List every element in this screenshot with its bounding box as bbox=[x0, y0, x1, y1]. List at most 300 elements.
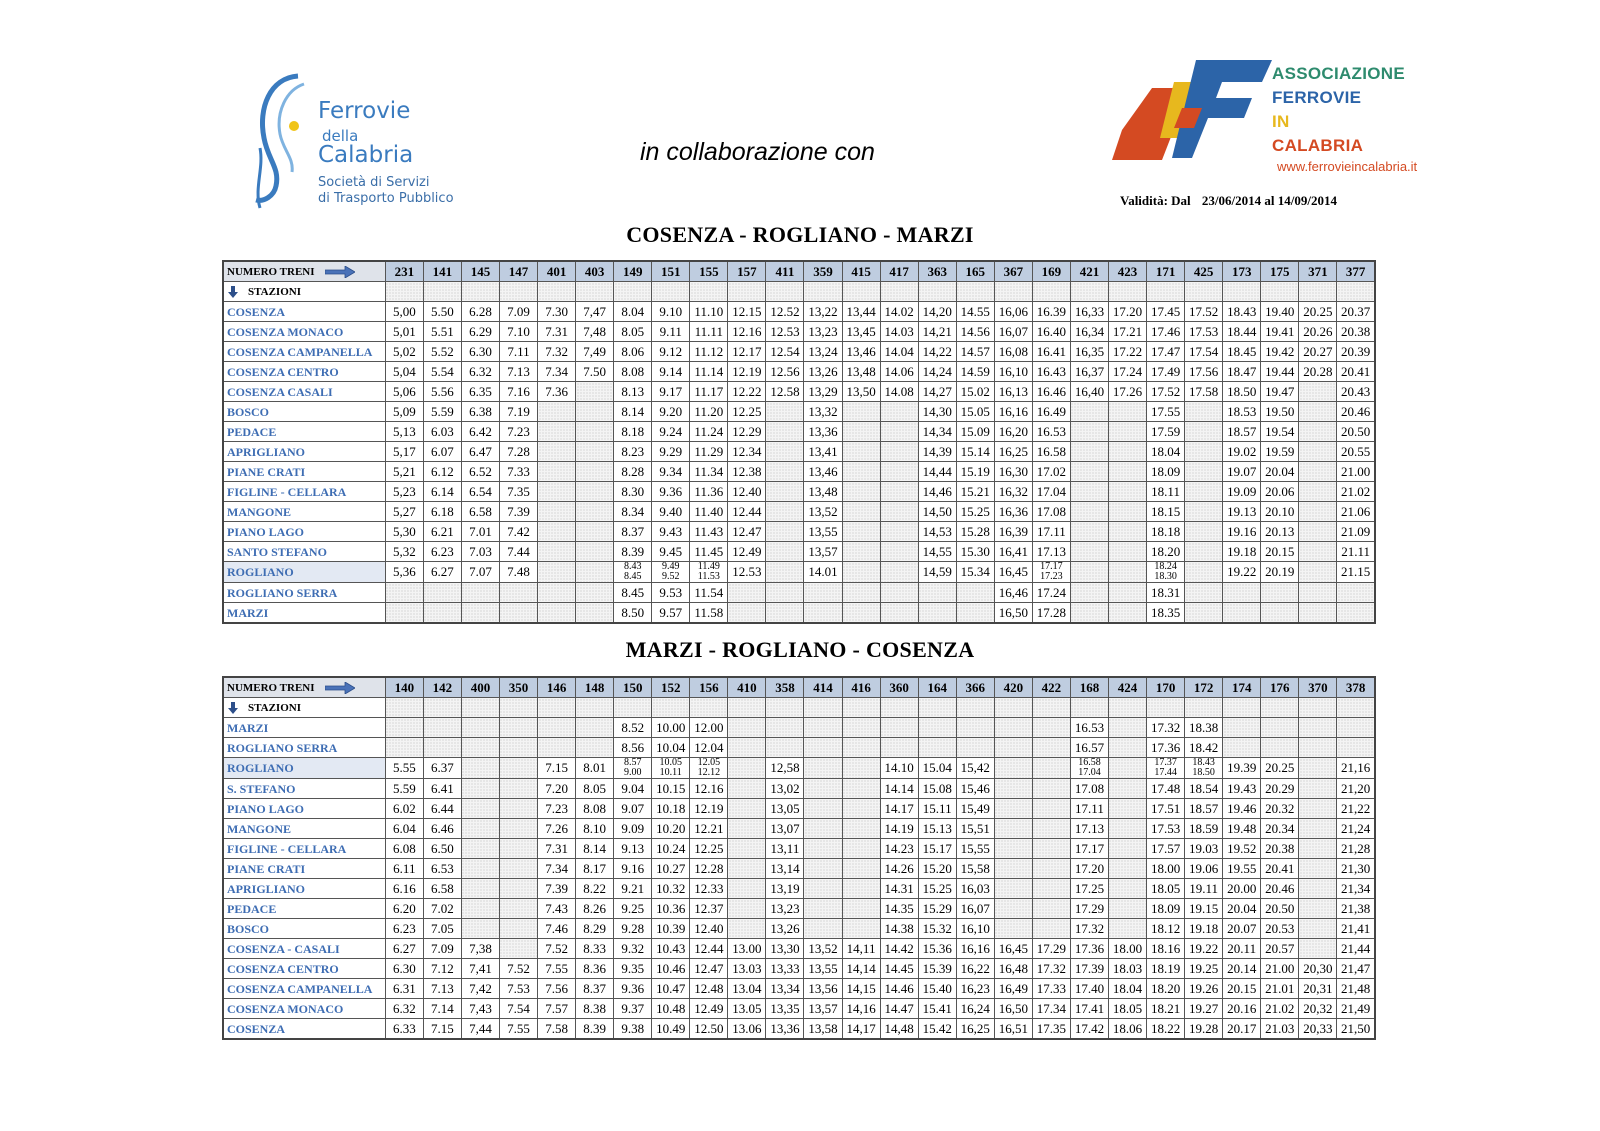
station-row bbox=[223, 1019, 1375, 1040]
time-cell: 11.34 bbox=[690, 462, 728, 482]
time-cell: 8.37 bbox=[576, 979, 614, 999]
empty-cell bbox=[1261, 698, 1299, 718]
train-number: 145 bbox=[461, 261, 499, 282]
down-arrow-icon bbox=[228, 286, 238, 298]
train-number: 168 bbox=[1070, 677, 1108, 698]
time-cell: 18.31 bbox=[1147, 583, 1185, 603]
time-cell: 16.53 bbox=[1032, 422, 1070, 442]
time-cell: 12.50 bbox=[690, 1019, 728, 1040]
train-number: 360 bbox=[880, 677, 918, 698]
time-cell: 7.23 bbox=[499, 422, 537, 442]
empty-cell bbox=[1185, 522, 1223, 542]
empty-cell bbox=[1185, 402, 1223, 422]
time-cell: 17.22 bbox=[1108, 342, 1146, 362]
time-cell: 13,36 bbox=[766, 1019, 804, 1040]
train-number: 231 bbox=[385, 261, 423, 282]
empty-cell bbox=[461, 758, 499, 779]
time-cell: 17.40 bbox=[1070, 979, 1108, 999]
empty-cell bbox=[1108, 422, 1146, 442]
fdc-logo bbox=[250, 68, 470, 218]
time-cell: 17.24 bbox=[1108, 362, 1146, 382]
time-cell: 6.44 bbox=[423, 799, 461, 819]
empty-cell bbox=[842, 583, 880, 603]
empty-cell bbox=[1070, 522, 1108, 542]
empty-cell bbox=[1108, 603, 1146, 624]
empty-cell bbox=[1070, 502, 1108, 522]
empty-cell bbox=[1108, 542, 1146, 562]
train-number: 164 bbox=[918, 677, 956, 698]
time-cell: 9.17 bbox=[652, 382, 690, 402]
time-cell: 18.44 bbox=[1223, 322, 1261, 342]
time-cell: 7.14 bbox=[423, 999, 461, 1019]
empty-cell bbox=[690, 282, 728, 302]
time-cell: 19.40 bbox=[1261, 302, 1299, 322]
time-cell: 15.30 bbox=[956, 542, 994, 562]
time-cell: 18.24 18.30 bbox=[1147, 562, 1185, 583]
fdc-logo-line4: Società di Servizi bbox=[318, 175, 430, 190]
stazioni-label: STAZIONI bbox=[248, 285, 301, 298]
time-cell: 6.30 bbox=[385, 959, 423, 979]
empty-cell bbox=[1223, 583, 1261, 603]
time-cell: 9.10 bbox=[652, 302, 690, 322]
time-cell: 16,25 bbox=[994, 442, 1032, 462]
station-name: ROGLIANO SERRA bbox=[223, 583, 385, 603]
time-cell: 5,17 bbox=[385, 442, 423, 462]
time-cell: 20.53 bbox=[1261, 919, 1299, 939]
time-cell: 10.24 bbox=[652, 839, 690, 859]
empty-cell bbox=[1299, 779, 1337, 799]
empty-cell bbox=[1299, 382, 1337, 402]
afc-logo bbox=[1112, 60, 1452, 180]
train-number: 156 bbox=[690, 677, 728, 698]
time-cell: 15.40 bbox=[918, 979, 956, 999]
time-cell: 18.19 bbox=[1147, 959, 1185, 979]
station-name: ROGLIANO bbox=[223, 758, 385, 779]
time-cell: 7.35 bbox=[499, 482, 537, 502]
train-number: 140 bbox=[385, 677, 423, 698]
time-cell: 13,48 bbox=[804, 482, 842, 502]
station-row bbox=[223, 322, 1375, 342]
time-cell: 9.24 bbox=[652, 422, 690, 442]
time-cell: 7.09 bbox=[499, 302, 537, 322]
empty-cell bbox=[766, 482, 804, 502]
station-row bbox=[223, 899, 1375, 919]
station-row bbox=[223, 603, 1375, 624]
time-cell: 16.40 bbox=[1032, 322, 1070, 342]
time-cell: 20.19 bbox=[1261, 562, 1299, 583]
empty-cell bbox=[880, 482, 918, 502]
time-cell: 10.05 10.11 bbox=[652, 758, 690, 779]
empty-cell bbox=[766, 603, 804, 624]
train-number: 367 bbox=[994, 261, 1032, 282]
time-cell: 18.57 bbox=[1223, 422, 1261, 442]
empty-cell bbox=[1299, 738, 1337, 758]
time-cell: 14,46 bbox=[918, 482, 956, 502]
time-cell: 7.52 bbox=[499, 959, 537, 979]
time-cell: 7.15 bbox=[538, 758, 576, 779]
time-cell: 15.20 bbox=[918, 859, 956, 879]
time-cell: 20.41 bbox=[1337, 362, 1375, 382]
station-name: MANGONE bbox=[223, 502, 385, 522]
time-cell: 9.21 bbox=[614, 879, 652, 899]
train-number: 410 bbox=[728, 677, 766, 698]
empty-cell bbox=[423, 698, 461, 718]
time-cell: 12.05 12.12 bbox=[690, 758, 728, 779]
time-cell: 9.38 bbox=[614, 1019, 652, 1040]
time-cell: 15,42 bbox=[956, 758, 994, 779]
time-cell: 10.27 bbox=[652, 859, 690, 879]
time-cell: 18.43 bbox=[1223, 302, 1261, 322]
time-cell: 11.49 11.53 bbox=[690, 562, 728, 583]
time-cell: 7.56 bbox=[538, 979, 576, 999]
station-row bbox=[223, 342, 1375, 362]
train-number: 414 bbox=[804, 677, 842, 698]
time-cell: 11.43 bbox=[690, 522, 728, 542]
time-cell: 7,49 bbox=[576, 342, 614, 362]
time-cell: 14,53 bbox=[918, 522, 956, 542]
empty-cell bbox=[766, 282, 804, 302]
empty-cell bbox=[385, 698, 423, 718]
time-cell: 18.05 bbox=[1147, 879, 1185, 899]
time-cell: 6.21 bbox=[423, 522, 461, 542]
time-cell: 7.20 bbox=[538, 779, 576, 799]
time-cell: 5,02 bbox=[385, 342, 423, 362]
empty-cell bbox=[499, 899, 537, 919]
empty-cell bbox=[1032, 859, 1070, 879]
time-cell: 16,36 bbox=[994, 502, 1032, 522]
empty-cell bbox=[994, 738, 1032, 758]
time-cell: 20.07 bbox=[1223, 919, 1261, 939]
time-cell: 19.18 bbox=[1223, 542, 1261, 562]
empty-cell bbox=[728, 839, 766, 859]
time-cell: 14.10 bbox=[880, 758, 918, 779]
time-cell: 15.42 bbox=[918, 1019, 956, 1040]
empty-cell bbox=[1032, 899, 1070, 919]
time-cell: 20,32 bbox=[1299, 999, 1337, 1019]
time-cell: 16,24 bbox=[956, 999, 994, 1019]
empty-cell bbox=[499, 758, 537, 779]
empty-cell bbox=[1261, 738, 1299, 758]
time-cell: 18.18 bbox=[1147, 522, 1185, 542]
empty-cell bbox=[728, 758, 766, 779]
time-cell: 13,46 bbox=[804, 462, 842, 482]
time-cell: 13,57 bbox=[804, 542, 842, 562]
time-cell: 20,30 bbox=[1299, 959, 1337, 979]
empty-cell bbox=[728, 779, 766, 799]
time-cell: 20.41 bbox=[1261, 859, 1299, 879]
empty-cell bbox=[1223, 698, 1261, 718]
empty-cell bbox=[576, 718, 614, 738]
empty-cell bbox=[538, 402, 576, 422]
time-cell: 9.04 bbox=[614, 779, 652, 799]
time-cell: 19.52 bbox=[1223, 839, 1261, 859]
fdc-logo-line2: della bbox=[322, 127, 359, 145]
time-cell: 16,30 bbox=[994, 462, 1032, 482]
empty-cell bbox=[1299, 442, 1337, 462]
empty-cell bbox=[1032, 779, 1070, 799]
station-name: APRIGLIANO bbox=[223, 442, 385, 462]
time-cell: 12.47 bbox=[728, 522, 766, 542]
empty-cell bbox=[880, 402, 918, 422]
empty-cell bbox=[1032, 282, 1070, 302]
time-cell: 16,20 bbox=[994, 422, 1032, 442]
empty-cell bbox=[1223, 718, 1261, 738]
station-row bbox=[223, 583, 1375, 603]
time-cell: 19.25 bbox=[1185, 959, 1223, 979]
time-cell: 13,23 bbox=[766, 899, 804, 919]
train-number: 422 bbox=[1032, 677, 1070, 698]
empty-cell bbox=[461, 899, 499, 919]
time-cell: 7.09 bbox=[423, 939, 461, 959]
time-cell: 14,20 bbox=[918, 302, 956, 322]
empty-cell bbox=[1299, 402, 1337, 422]
station-name: PEDACE bbox=[223, 899, 385, 919]
time-cell: 6.32 bbox=[461, 362, 499, 382]
time-cell: 6.23 bbox=[423, 542, 461, 562]
empty-cell bbox=[1032, 718, 1070, 738]
empty-cell bbox=[804, 839, 842, 859]
empty-cell bbox=[804, 738, 842, 758]
time-cell: 9.37 bbox=[614, 999, 652, 1019]
time-cell: 21,49 bbox=[1337, 999, 1375, 1019]
time-cell: 16.57 bbox=[1070, 738, 1108, 758]
empty-cell bbox=[842, 899, 880, 919]
time-cell: 7.16 bbox=[499, 382, 537, 402]
time-cell: 14.55 bbox=[956, 302, 994, 322]
time-cell: 6.04 bbox=[385, 819, 423, 839]
time-cell: 19.15 bbox=[1185, 899, 1223, 919]
time-cell: 10.20 bbox=[652, 819, 690, 839]
time-cell: 19.26 bbox=[1185, 979, 1223, 999]
train-number: 363 bbox=[918, 261, 956, 282]
time-cell: 17.17 17.23 bbox=[1032, 562, 1070, 583]
empty-cell bbox=[804, 799, 842, 819]
time-cell: 16,22 bbox=[956, 959, 994, 979]
empty-cell bbox=[956, 282, 994, 302]
time-cell: 17.11 bbox=[1070, 799, 1108, 819]
empty-cell bbox=[614, 282, 652, 302]
train-number: 370 bbox=[1299, 677, 1337, 698]
empty-cell bbox=[1299, 819, 1337, 839]
time-cell: 12.48 bbox=[690, 979, 728, 999]
empty-cell bbox=[918, 738, 956, 758]
empty-cell bbox=[880, 462, 918, 482]
time-cell: 15.04 bbox=[918, 758, 956, 779]
empty-cell bbox=[728, 718, 766, 738]
time-cell: 10.36 bbox=[652, 899, 690, 919]
time-cell: 6.14 bbox=[423, 482, 461, 502]
empty-cell bbox=[538, 718, 576, 738]
empty-cell bbox=[385, 583, 423, 603]
time-cell: 6.27 bbox=[385, 939, 423, 959]
time-cell: 10.43 bbox=[652, 939, 690, 959]
time-cell: 14.02 bbox=[880, 302, 918, 322]
time-cell: 19.50 bbox=[1261, 402, 1299, 422]
empty-cell bbox=[576, 422, 614, 442]
time-cell: 17.39 bbox=[1070, 959, 1108, 979]
empty-cell bbox=[1299, 603, 1337, 624]
time-cell: 16,06 bbox=[994, 302, 1032, 322]
time-cell: 12.28 bbox=[690, 859, 728, 879]
empty-cell bbox=[1337, 282, 1375, 302]
time-cell: 20.25 bbox=[1299, 302, 1337, 322]
empty-cell bbox=[804, 698, 842, 718]
empty-cell bbox=[1261, 718, 1299, 738]
time-cell: 7.12 bbox=[423, 959, 461, 979]
empty-cell bbox=[880, 422, 918, 442]
time-cell: 21,50 bbox=[1337, 1019, 1375, 1040]
time-cell: 12.34 bbox=[728, 442, 766, 462]
train-number: 175 bbox=[1261, 261, 1299, 282]
time-cell: 12.16 bbox=[690, 779, 728, 799]
empty-cell bbox=[994, 758, 1032, 779]
train-number: 151 bbox=[652, 261, 690, 282]
time-cell: 11.24 bbox=[690, 422, 728, 442]
time-cell: 16.58 bbox=[1032, 442, 1070, 462]
time-cell: 15.11 bbox=[918, 799, 956, 819]
time-cell: 15.41 bbox=[918, 999, 956, 1019]
empty-cell bbox=[1070, 402, 1108, 422]
time-cell: 14.17 bbox=[880, 799, 918, 819]
time-cell: 6.23 bbox=[385, 919, 423, 939]
train-number: 350 bbox=[499, 677, 537, 698]
train-number: 173 bbox=[1223, 261, 1261, 282]
time-cell: 5,30 bbox=[385, 522, 423, 542]
empty-cell bbox=[804, 282, 842, 302]
time-cell: 7.23 bbox=[538, 799, 576, 819]
time-cell: 14.38 bbox=[880, 919, 918, 939]
time-cell: 12.52 bbox=[766, 302, 804, 322]
time-cell: 16.41 bbox=[1032, 342, 1070, 362]
empty-cell bbox=[1261, 603, 1299, 624]
time-cell: 13.04 bbox=[728, 979, 766, 999]
empty-cell bbox=[461, 859, 499, 879]
train-number: 358 bbox=[766, 677, 804, 698]
train-number: 142 bbox=[423, 677, 461, 698]
empty-cell bbox=[1108, 819, 1146, 839]
time-cell: 9.16 bbox=[614, 859, 652, 879]
empty-cell bbox=[842, 839, 880, 859]
time-cell: 18.35 bbox=[1147, 603, 1185, 624]
empty-cell bbox=[576, 382, 614, 402]
time-cell: 14.01 bbox=[804, 562, 842, 583]
empty-cell bbox=[576, 502, 614, 522]
time-cell: 17.49 bbox=[1147, 362, 1185, 382]
time-cell: 9.25 bbox=[614, 899, 652, 919]
time-cell: 17.48 bbox=[1147, 779, 1185, 799]
empty-cell bbox=[1108, 698, 1146, 718]
time-cell: 16.49 bbox=[1032, 402, 1070, 422]
time-cell: 7.13 bbox=[499, 362, 537, 382]
time-cell: 5,27 bbox=[385, 502, 423, 522]
time-cell: 21.02 bbox=[1337, 482, 1375, 502]
empty-cell bbox=[766, 583, 804, 603]
time-cell: 16,25 bbox=[956, 1019, 994, 1040]
train-number: 359 bbox=[804, 261, 842, 282]
time-cell: 8.17 bbox=[576, 859, 614, 879]
time-cell: 12.53 bbox=[728, 562, 766, 583]
time-cell: 12.38 bbox=[728, 462, 766, 482]
timetable-title-outbound: COSENZA - ROGLIANO - MARZI bbox=[626, 222, 974, 247]
time-cell: 19.46 bbox=[1223, 799, 1261, 819]
time-cell: 6.42 bbox=[461, 422, 499, 442]
time-cell: 8.18 bbox=[614, 422, 652, 442]
empty-cell bbox=[994, 899, 1032, 919]
time-cell: 9.36 bbox=[614, 979, 652, 999]
empty-cell bbox=[1299, 799, 1337, 819]
empty-cell bbox=[918, 698, 956, 718]
station-row bbox=[223, 482, 1375, 502]
time-cell: 11.11 bbox=[690, 322, 728, 342]
station-row bbox=[223, 819, 1375, 839]
time-cell: 17.58 bbox=[1185, 382, 1223, 402]
time-cell: 7.46 bbox=[538, 919, 576, 939]
time-cell: 8.10 bbox=[576, 819, 614, 839]
time-cell: 20.50 bbox=[1261, 899, 1299, 919]
train-number: 417 bbox=[880, 261, 918, 282]
station-name: COSENZA CAMPANELLA bbox=[223, 342, 385, 362]
time-cell: 20.46 bbox=[1337, 402, 1375, 422]
time-cell: 6.54 bbox=[461, 482, 499, 502]
time-cell: 19.07 bbox=[1223, 462, 1261, 482]
train-number: 366 bbox=[956, 677, 994, 698]
time-cell: 12.16 bbox=[728, 322, 766, 342]
time-cell: 6.46 bbox=[423, 819, 461, 839]
time-cell: 6.32 bbox=[385, 999, 423, 1019]
validity-range: 23/06/2014 al 14/09/2014 bbox=[1201, 193, 1337, 208]
time-cell: 20.06 bbox=[1261, 482, 1299, 502]
time-cell: 5,13 bbox=[385, 422, 423, 442]
time-cell: 21,30 bbox=[1337, 859, 1375, 879]
empty-cell bbox=[956, 698, 994, 718]
empty-cell bbox=[1070, 282, 1108, 302]
timetable-title-return: MARZI - ROGLIANO - COSENZA bbox=[625, 637, 975, 662]
empty-cell bbox=[994, 819, 1032, 839]
train-number: 415 bbox=[842, 261, 880, 282]
train-number: 377 bbox=[1337, 261, 1375, 282]
time-cell: 6.52 bbox=[461, 462, 499, 482]
time-cell: 10.32 bbox=[652, 879, 690, 899]
empty-cell bbox=[994, 839, 1032, 859]
time-cell: 20.16 bbox=[1223, 999, 1261, 1019]
time-cell: 7.34 bbox=[538, 362, 576, 382]
time-cell: 5,09 bbox=[385, 402, 423, 422]
time-cell: 20.32 bbox=[1261, 799, 1299, 819]
station-name: PIANE CRATI bbox=[223, 462, 385, 482]
station-row bbox=[223, 959, 1375, 979]
time-cell: 17.24 bbox=[1032, 583, 1070, 603]
time-cell: 14.03 bbox=[880, 322, 918, 342]
time-cell: 6.02 bbox=[385, 799, 423, 819]
time-cell: 8.52 bbox=[614, 718, 652, 738]
empty-cell bbox=[1299, 282, 1337, 302]
time-cell: 7.36 bbox=[538, 382, 576, 402]
time-cell: 7.39 bbox=[499, 502, 537, 522]
time-cell: 21,44 bbox=[1337, 939, 1375, 959]
empty-cell bbox=[576, 462, 614, 482]
empty-cell bbox=[766, 562, 804, 583]
time-cell: 14,48 bbox=[880, 1019, 918, 1040]
time-cell: 13,33 bbox=[766, 959, 804, 979]
empty-cell bbox=[728, 859, 766, 879]
time-cell: 19.11 bbox=[1185, 879, 1223, 899]
station-row bbox=[223, 758, 1375, 779]
time-cell: 8.26 bbox=[576, 899, 614, 919]
time-cell: 17.26 bbox=[1108, 382, 1146, 402]
time-cell: 14,21 bbox=[918, 322, 956, 342]
empty-cell bbox=[499, 799, 537, 819]
time-cell: 18.47 bbox=[1223, 362, 1261, 382]
